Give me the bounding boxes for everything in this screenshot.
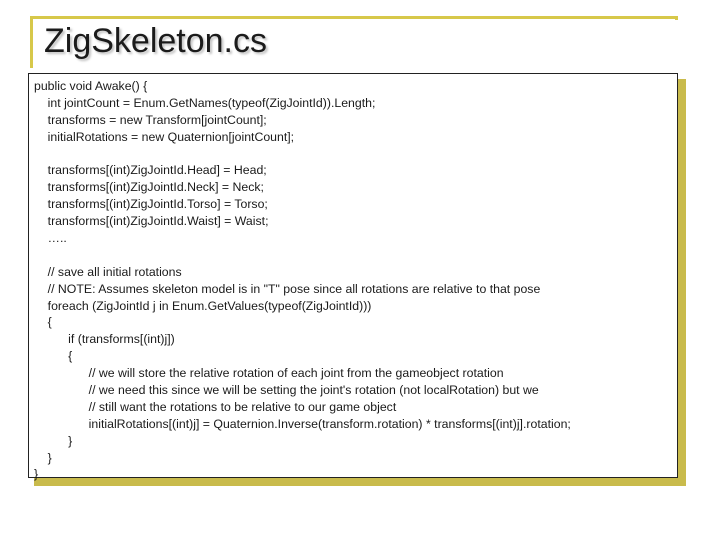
accent-rule-right-tick xyxy=(675,16,678,20)
code-line: } xyxy=(34,450,52,465)
slide-title: ZigSkeleton.cs xyxy=(44,22,267,60)
code-line: // save all initial rotations xyxy=(34,264,182,279)
code-line: public void Awake() { xyxy=(34,79,148,93)
code-line: } xyxy=(34,433,73,448)
code-line: foreach (ZigJointId j in Enum.GetValues(typeof(ZigJointId))) xyxy=(34,298,372,313)
code-line: // NOTE: Assumes skeleton model is in "T" pose since all rotations are relative to that pose xyxy=(34,281,541,296)
code-line: initialRotations[(int)j] = Quaternion.Inverse(transform.rotation) * transforms[(int)j].rotation; xyxy=(34,416,571,431)
accent-rule-left xyxy=(30,18,33,68)
code-line xyxy=(34,247,571,264)
code-line: transforms[(int)ZigJointId.Head] = Head; xyxy=(34,163,267,178)
code-line: // still want the rotations to be relative to our game object xyxy=(34,399,397,414)
code-line: transforms[(int)ZigJointId.Torso] = Torso; xyxy=(34,197,268,212)
code-line: transforms = new Transform[jointCount]; xyxy=(34,112,267,127)
code-line: // we need this since we will be setting the joint's rotation (not localRotation) but we xyxy=(34,383,539,398)
code-line: transforms[(int)ZigJointId.Neck] = Neck; xyxy=(34,180,264,195)
code-listing xyxy=(34,78,571,483)
code-line: // we will store the relative rotation of each joint from the gameobject rotation xyxy=(34,366,504,381)
code-line: { xyxy=(34,315,52,330)
code-line: } xyxy=(34,467,39,482)
code-line: if (transforms[(int)j]) xyxy=(34,332,175,347)
code-line: transforms[(int)ZigJointId.Waist] = Waist; xyxy=(34,214,269,229)
code-line: initialRotations = new Quaternion[jointCount]; xyxy=(34,129,295,144)
accent-rule-top xyxy=(30,16,678,19)
code-line: { xyxy=(34,349,73,364)
code-line xyxy=(34,146,571,163)
code-line: ….. xyxy=(34,231,67,246)
code-line: int jointCount = Enum.GetNames(typeof(ZigJointId)).Length; xyxy=(34,95,376,110)
